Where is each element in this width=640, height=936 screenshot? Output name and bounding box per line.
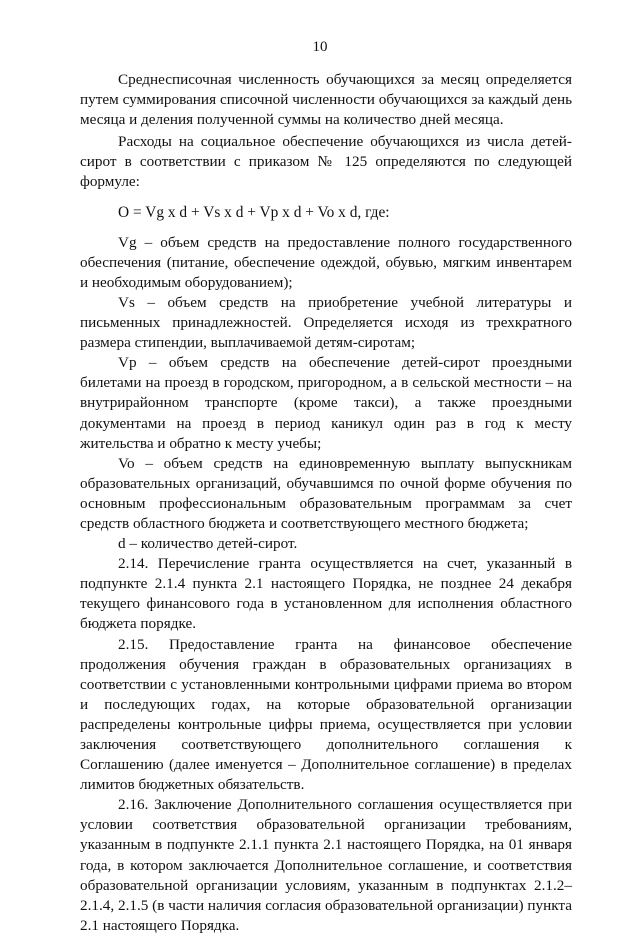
definition-vs: Vs – объем средств на приобретение учебной литературы и письменных принадлежностей. Определяется исходя из трехкратного размера стипендии, выплачиваемой детям-сиротам;: [80, 293, 572, 352]
definition-d: d – количество детей-сирот.: [118, 535, 298, 553]
definition-vg: Vg – объем средств на предоставление полного государственного обеспечения (питание, обеспечение одеждой, обувью, мягким инвентарем и необходимым оборудованием);: [80, 233, 572, 291]
section-2-16: 2.16. Заключение Дополнительного соглашения осуществляется при условии соответствия образовательной организации требованиям, указанным в подпункте 2.1.1 пункта 2.1 настоящего Порядка, на 01 января года, в котором заключается Дополнительное соглашение, и соответствия образовательной организации условиям, указанным в подпунктах 2.1.2–2.1.4, 2.1.5 (в части наличия согласия образовательной организации) пункта 2.1 настоящего Порядка.: [80, 796, 572, 934]
definition-vo: Vo – объем средств на единовременную выплату выпускникам образовательных организаций, обучавшимся по очной форме обучения по основным профессиональным образовательным программам за счет средств областного бюджета и соответствующего местного бюджета;: [80, 454, 572, 532]
section-2-14: 2.14. Перечисление гранта осуществляется на счет, указанный в подпункте 2.1.4 пункта 2.1 настоящего Порядка, не позднее 24 декабря текущего финансового года в установленном для исполнения областного бюджета порядке.: [80, 555, 572, 633]
formula: O = Vg x d + Vs x d + Vp x d + Vo x d, где:: [118, 203, 390, 221]
definition-vp: Vp – объем средств на обеспечение детей-сирот проездными билетами на проезд в городском, пригородном, а в сельской местности – на внутрирайонном транспорте (кроме такси), а также проездными документами на проезд в период каникул один раз в год к месту жительства и обратно к месту учебы;: [80, 354, 572, 452]
paragraph-social-expenses: Расходы на социальное обеспечение обучающихся из числа детей-сирот в соответствии с приказом № 125 определяются по следующей формуле:: [80, 133, 572, 191]
document-body: [80, 70, 572, 936]
page-number: 10: [312, 39, 328, 55]
paragraph-average-headcount: Среднесписочная численность обучающихся за месяц определяется путем суммирования списочной численности обучающихся за каждый день месяца и деления полученной суммы на количество дней месяца.: [80, 71, 572, 129]
section-2-15: 2.15. Предоставление гранта на финансовое обеспечение продолжения обучения граждан в образовательных организациях в соответствии с установленными контрольными цифрами приема во втором и последующих годах, на которые образовательной организации распределены контрольные цифры приема, осуществляется при условии заключения соответствующего дополнительного соглашения к Соглашению (далее именуется – Дополнительное соглашение) в пределах лимитов бюджетных обязательств.: [80, 635, 572, 794]
